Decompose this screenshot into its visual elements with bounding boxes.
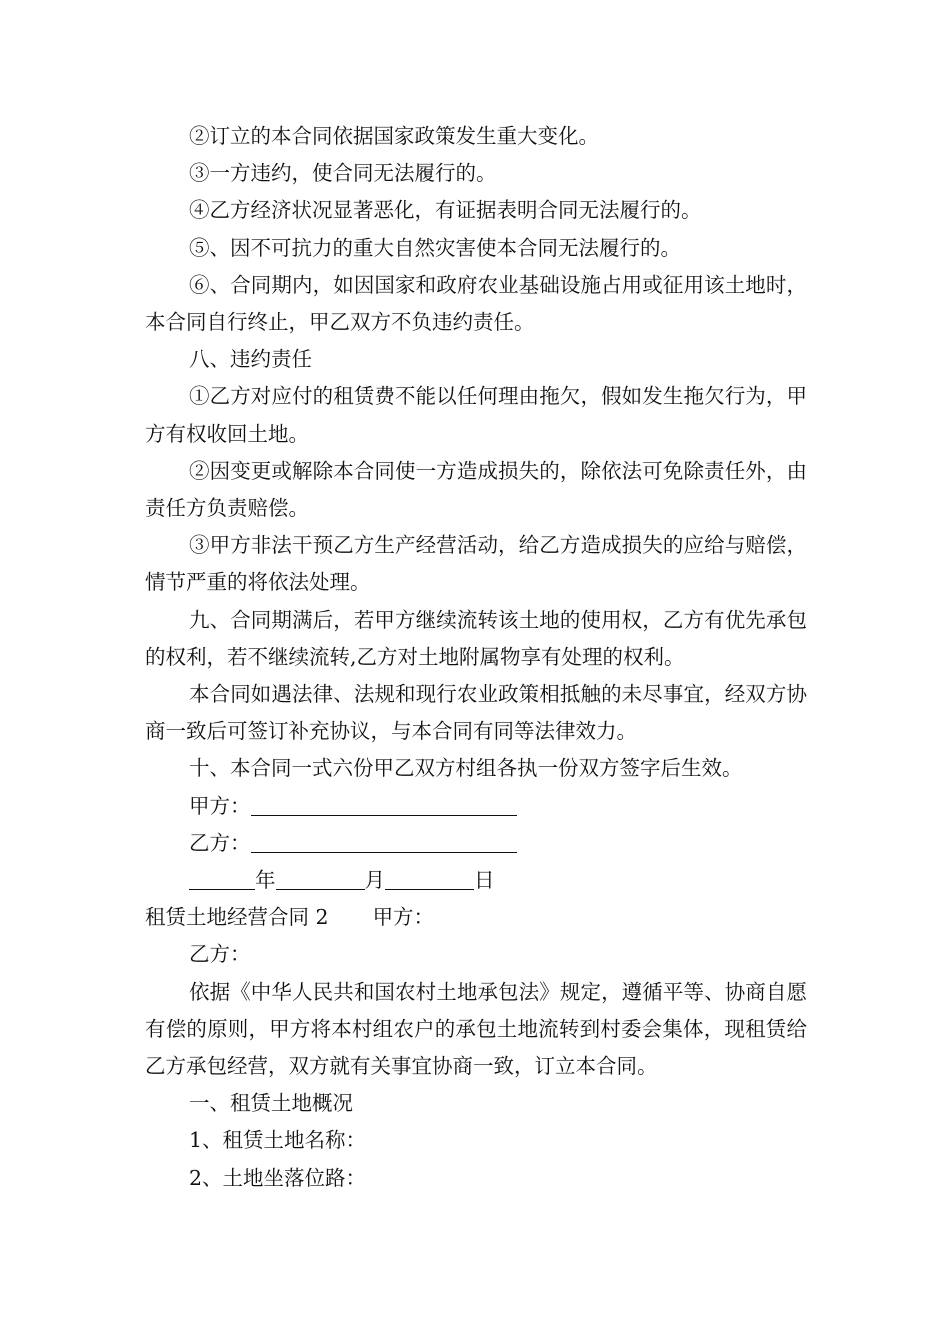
- signature-party-a-label: 甲方：: [189, 793, 251, 818]
- second-contract-section-1: 一、租赁土地概况: [189, 1091, 353, 1116]
- date-year-label: 年: [255, 868, 276, 893]
- clause-liability-2: ②因变更或解除本合同使一方造成损失的，除依法可免除责任外，由责任方负责赔偿。: [145, 458, 807, 521]
- document-body: [145, 118, 807, 1197]
- date-day-label: 日: [474, 868, 495, 893]
- date-year-blank: [189, 869, 255, 890]
- second-contract-item-1: 1、租赁土地名称：: [189, 1128, 367, 1153]
- clause-termination-4: ④乙方经济状况显著恶化，有证据表明合同无法履行的。: [189, 198, 702, 223]
- second-contract-item-2: 2、土地坐落位路：: [189, 1165, 367, 1190]
- section-10-copies: 十、本合同一式六份甲乙双方村组各执一份双方签字后生效。: [189, 756, 743, 781]
- signature-party-b-line: [251, 832, 517, 853]
- clause-termination-3: ③一方违约，使合同无法履行的。: [189, 161, 497, 186]
- section-9-renewal: 九、合同期满后，若甲方继续流转该土地的使用权，乙方有优先承包的权利，若不继续流转,乙方对土地附属物享有处理的权利。: [145, 607, 807, 669]
- date-month-blank: [276, 869, 365, 890]
- supplementary-clause: 本合同如遇法律、法规和现行农业政策相抵触的未尽事宜，经双方协商一致后可签订补充协议，与本合同有同等法律效力。: [145, 682, 807, 744]
- section-heading-8: 八、违约责任: [189, 347, 312, 372]
- second-contract-title: 租赁土地经营合同 2: [145, 905, 329, 930]
- signature-party-b-label: 乙方：: [189, 830, 251, 855]
- clause-liability-1: ①乙方对应付的租赁费不能以任何理由拖欠，假如发生拖欠行为，甲方有权收回土地。: [145, 384, 807, 446]
- second-contract-intro: 依据《中华人民共和国农村土地承包法》规定，遵循平等、协商自愿有偿的原则，甲方将本村组农户的承包土地流转到村委会集体，现租赁给乙方承包经营，双方就有关事宜协商一致，订立本合同。: [145, 979, 807, 1079]
- signature-party-a: [145, 788, 807, 825]
- clause-termination-6: ⑥、合同期内，如因国家和政府农业基础设施占用或征用该土地时，本合同自行终止，甲乙双方不负违约责任。: [145, 272, 807, 335]
- date-month-label: 月: [364, 868, 385, 893]
- signature-date: [145, 862, 807, 899]
- clause-liability-3: ③甲方非法干预乙方生产经营活动，给乙方造成损失的应给与赔偿，情节严重的将依法处理。: [145, 533, 807, 595]
- second-contract-party-b: 乙方：: [189, 942, 251, 967]
- clause-termination-2: ②订立的本合同依据国家政策发生重大变化。: [189, 124, 599, 148]
- second-contract-party-a: 甲方：: [372, 905, 435, 930]
- second-contract-title-line: [145, 899, 807, 936]
- date-day-blank: [385, 869, 474, 890]
- signature-party-a-line: [251, 795, 517, 816]
- signature-party-b: [145, 825, 807, 862]
- clause-termination-5: ⑤、因不可抗力的重大自然灾害使本合同无法履行的。: [189, 235, 681, 260]
